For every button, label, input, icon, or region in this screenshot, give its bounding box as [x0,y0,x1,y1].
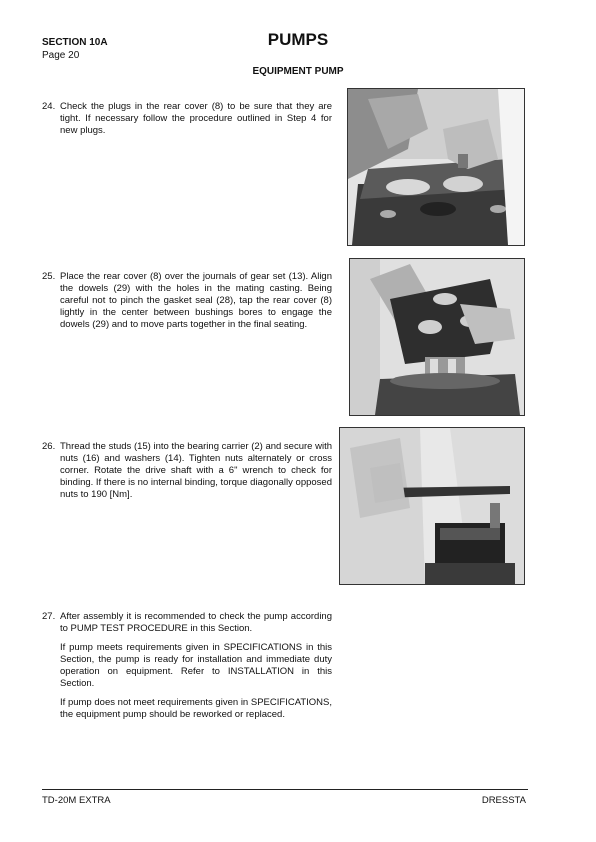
page-subtitle: EQUIPMENT PUMP [252,66,344,77]
step-number: 25. [42,271,56,282]
step-text: Place the rear cover (8) over the journals of gear set (13). Align the dowels (29) with the holes in the mating casting. Being careful not to pinch the gasket seal (28), tap the rear cover (8) lightly in the center between bushings bores to engage the dowels (29) and to move parts together in the final seating. [60,271,332,330]
step-27 [42,611,332,728]
step-text: Thread the studs (15) into the bearing carrier (2) and secure with nuts (16) and washers (14). Tighten nuts alternately or cross corner. Rotate the drive shaft with a 6" wrench to check for binding. If there is no internal binding, torque diagonally opposed nuts to 190 [Nm]. [60,441,332,500]
step-text: If pump does not meet requirements given in SPECIFICATIONS, the equipment pump should be reworked or replaced. [60,697,332,720]
step-25 [42,271,332,338]
footer-model: TD-20M EXTRA [42,795,111,806]
photo-step-24 [347,88,525,246]
page-number: Page 20 [42,50,80,61]
step-26 [42,441,332,508]
page-title: PUMPS [267,30,329,49]
step-24 [42,101,332,144]
step-text: After assembly it is recommended to check the pump according to PUMP TEST PROCEDURE in this Section. [60,611,332,634]
step-number: 24. [42,101,56,112]
step-text: Check the plugs in the rear cover (8) to be sure that they are tight. If necessary follow the procedure outlined in Step 4 for new plugs. [60,101,332,136]
photo-step-25 [349,258,525,416]
footer-brand: DRESSTA [481,795,526,806]
step-number: 26. [42,441,56,452]
step-text: If pump meets requirements given in SPECIFICATIONS in this Section, the pump is ready for installation and immediate duty operation on equipment. Refer to INSTALLATION in this Section. [60,642,332,689]
photo-step-26 [339,427,525,585]
section-label: SECTION 10A [42,37,108,48]
footer-rule [42,789,528,790]
step-number: 27. [42,611,56,622]
